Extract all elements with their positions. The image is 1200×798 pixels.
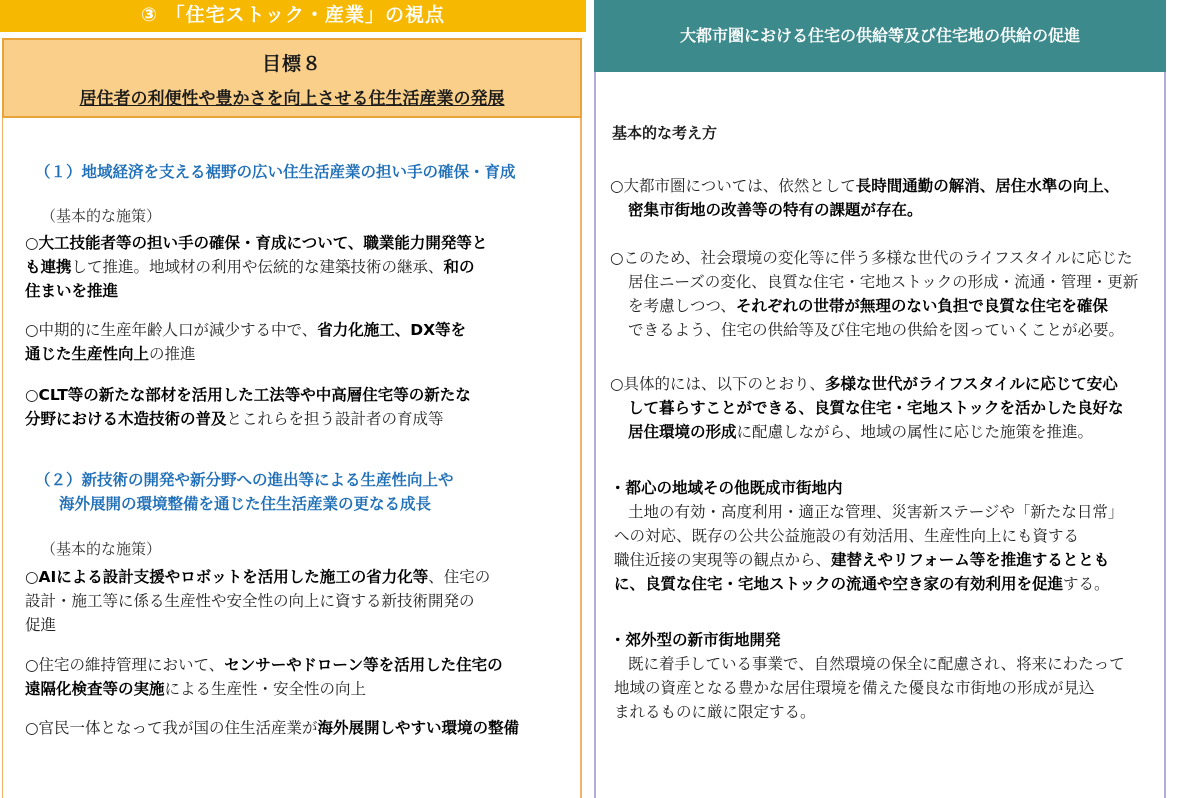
item-bold-text: AIによる設計支援やロボットを活用した施工の省力化等	[38, 568, 429, 586]
bullet-mark: ○	[25, 719, 39, 737]
section1-basic-label: （基本的な施策）	[41, 207, 162, 225]
item-text: とこれらを担う設計者の育成等	[226, 410, 444, 428]
item-bold-text: 分野における木造技術の普及	[25, 410, 227, 428]
item-text: 住宅の維持管理において、	[38, 656, 225, 674]
urban-core-section	[610, 476, 1158, 596]
item-text: への対応、既存の公共公益施設の有効活用、生産性向上にも資する	[614, 527, 1080, 545]
approach-item2	[610, 246, 1158, 342]
item-text: 設計・施工等に係る生産性や安全性の向上に資する新技術開発の	[25, 592, 475, 610]
item-bold-text: 多様な世代がライフスタイルに応じて安心	[825, 375, 1118, 393]
viewpoint-banner: ③ 「住宅ストック・産業」の視点	[0, 0, 586, 32]
left-panel	[0, 0, 586, 798]
item-text: まれるものに厳に限定する。	[614, 703, 816, 721]
item-bold-text: それぞれの世帯が無理のない負担で良質な住宅を確保	[735, 297, 1108, 315]
item-bold-text: 通じた生産性向上	[25, 345, 150, 363]
item-text: 具体的には、以下のとおり、	[623, 375, 826, 393]
item-text: による生産性・安全性の向上	[164, 680, 367, 698]
section2-item1	[25, 565, 563, 637]
approach-item1	[610, 174, 1158, 222]
right-header: 大都市圏における住宅の供給等及び住宅地の供給の促進	[594, 0, 1166, 72]
item-text: 既に着手している事業で、自然環境の保全に配慮され、将来にわたって	[628, 655, 1125, 673]
bullet-mark: ○	[610, 249, 624, 267]
item-bold-text: 遠隔化検査等の実施	[25, 680, 165, 698]
item-bold-text: CLT等の新たな部材を活用した工法等や中高層住宅等の新たな	[38, 386, 471, 404]
item-bold-text: センサーやドローン等を活用した住宅の	[224, 656, 503, 674]
bullet-mark: ○	[610, 177, 624, 195]
item-bold-text: 住まいを推進	[25, 282, 119, 300]
bullet-mark: ○	[25, 656, 39, 674]
item-text: 中期的に生産年齢人口が減少する中で、	[38, 321, 318, 339]
section2-heading	[35, 468, 575, 516]
goal-subtitle: 居住者の利便性や豊かさを向上させる住生活産業の発展	[79, 89, 505, 109]
item-bold-text: 建替えやリフォーム等を推進するととも	[831, 551, 1110, 569]
item-text: して推進。地域材の利用や伝統的な建築技術の継承、	[71, 258, 444, 276]
item-bold-text: 海外展開しやすい環境の整備	[317, 719, 520, 737]
section2-item3	[25, 716, 563, 740]
item-bold-text: 和の	[443, 258, 475, 276]
bullet-mark: ○	[25, 234, 39, 252]
right-panel	[594, 0, 1166, 798]
goal-box	[2, 38, 582, 118]
item-text: 地域の資産となる豊かな居住環境を備えた優良な市街地の形成が見込	[614, 679, 1095, 697]
section1-heading: （１）地域経済を支える裾野の広い住生活産業の担い手の確保・育成	[35, 163, 516, 181]
item-text: 促進	[25, 616, 57, 634]
item-text: の推進	[149, 345, 196, 363]
item-bold-text: も連携	[25, 258, 72, 276]
bullet-mark: ○	[25, 321, 39, 339]
item-text: 大都市圏については、依然として	[623, 177, 856, 195]
suburban-heading: ・郊外型の新市街地開発	[610, 631, 781, 649]
item-text: を考慮しつつ、	[628, 297, 736, 315]
section2-heading-line1: （２）新技術の開発や新分野への進出等による生産性向上や	[35, 471, 454, 489]
approach-item3	[610, 372, 1158, 444]
item-text: 職住近接の実現等の観点から、	[614, 551, 832, 569]
section1-item1	[25, 231, 563, 303]
urban-core-heading: ・都心の地域その他既成市街地内	[610, 479, 843, 497]
item-text: する。	[1063, 575, 1110, 593]
item-bold-text: 省力化施工、DX等を	[317, 321, 467, 339]
item-text: このため、社会環境の変化等に伴う多様な世代のライフスタイルに応じた	[623, 249, 1133, 267]
item-bold-text: 大工技能者等の担い手の確保・育成について、職業能力開発等と	[38, 234, 488, 252]
item-bold-text: 長時間通勤の解消、居住水準の向上、	[855, 177, 1120, 195]
section2-item2	[25, 653, 563, 701]
goal-title: 目標８	[261, 53, 322, 75]
right-body	[594, 72, 1166, 798]
item-text: できるよう、住宅の供給等及び住宅地の供給を図っていくことが必要。	[628, 321, 1125, 339]
section1-item3	[25, 383, 563, 431]
suburban-section	[610, 628, 1158, 724]
item-text: 、住宅の	[428, 568, 491, 586]
item-text: 居住ニーズの変化、良質な住宅・宅地ストックの形成・流通・管理・更新	[628, 273, 1139, 291]
bullet-mark: ○	[610, 375, 624, 393]
item-bold-text: して暮らすことができる、良質な住宅・宅地ストックを活かした良好な	[628, 399, 1124, 417]
item-text: 官民一体となって我が国の住生活産業が	[38, 719, 318, 737]
item-text: に配慮しながら、地域の属性に応じた施策を推進。	[736, 423, 1094, 441]
item-bold-text: 居住環境の形成	[628, 423, 737, 441]
item-bold-text: 密集市街地の改善等の特有の課題が存在。	[628, 201, 923, 219]
bullet-mark: ○	[25, 386, 39, 404]
section2-basic-label: （基本的な施策）	[41, 540, 162, 558]
basic-approach-heading: 基本的な考え方	[612, 124, 718, 142]
item-bold-text: に、良質な住宅・宅地ストックの流通や空き家の有効利用を促進	[614, 575, 1064, 593]
bullet-mark: ○	[25, 568, 39, 586]
section2-heading-line2: 海外展開の環境整備を通じた住生活産業の更なる成長	[59, 495, 432, 513]
item-text: 土地の有効・高度利用・適正な管理、災害新ステージや「新たな日常」	[628, 503, 1124, 521]
section1-item2	[25, 318, 563, 366]
left-body	[2, 118, 582, 798]
